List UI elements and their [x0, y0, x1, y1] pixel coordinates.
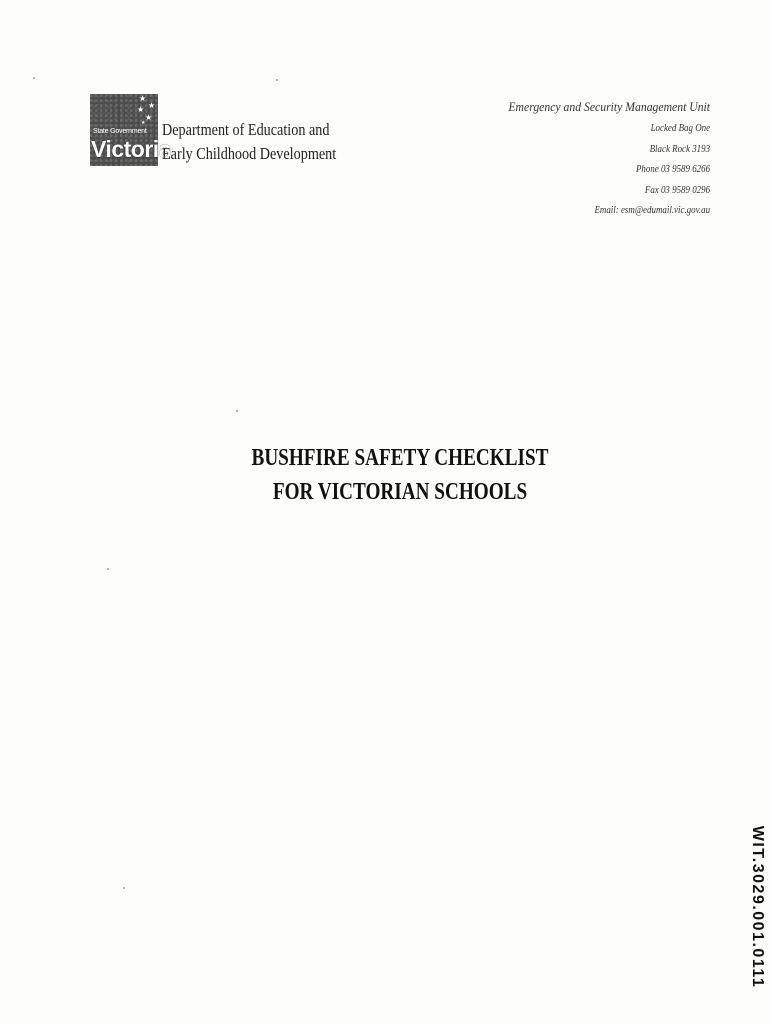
email-line: Email: esm@edumail.vic.gov.au	[594, 205, 710, 216]
stamp-text: WIT.3029.001.0111	[749, 825, 766, 989]
scan-speck	[123, 887, 125, 889]
scan-speck	[276, 79, 278, 81]
scan-speck	[33, 77, 35, 79]
scan-speck	[107, 568, 109, 570]
scan-speck	[236, 410, 238, 412]
phone-line: Phone 03 9589 6266	[635, 164, 710, 175]
department-line-1: Department of Education and	[162, 120, 330, 139]
victoria-government-logo	[90, 94, 171, 166]
title-line-2: FOR VICTORIAN SCHOOLS	[272, 479, 528, 505]
document-title	[80, 441, 720, 509]
unit-name: Emergency and Security Management Unit	[508, 99, 710, 114]
department-name	[162, 118, 336, 166]
title-line-1: BUSHFIRE SAFETY CHECKLIST	[251, 445, 549, 471]
southern-cross-icon: ★ ★ ★ ★ ★	[137, 94, 156, 126]
document-id-stamp	[742, 823, 772, 991]
address-line: Black Rock 3193	[649, 143, 710, 155]
fax-line: Fax 03 9589 0296	[644, 184, 710, 196]
address-block	[486, 98, 710, 222]
address-line: Locked Bag One	[650, 123, 710, 134]
logo-victoria-text: Victoria	[91, 136, 171, 162]
logo-state-government-text: State Government	[93, 128, 147, 135]
department-line-2: Early Childhood Development	[162, 144, 337, 163]
